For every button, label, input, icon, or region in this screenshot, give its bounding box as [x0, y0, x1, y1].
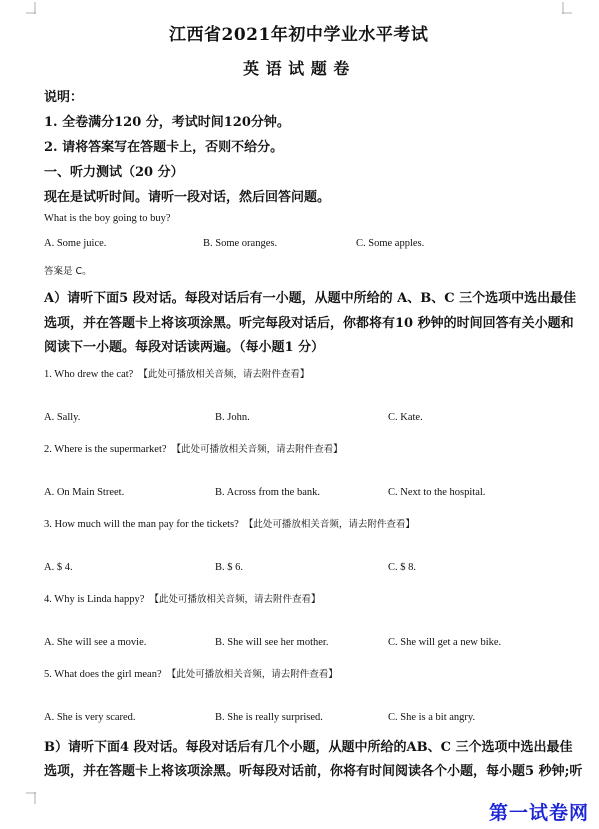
section-listening-heading: 一、听力测试（20 分） [44, 165, 184, 180]
trial-question: What is the boy going to buy? [44, 213, 171, 224]
part-b-instructions-1: B）请听下面4 段对话。每段对话后有几个小题，从题中所给的AB、C 三个选项中选出最佳 [44, 740, 573, 755]
question-2 [44, 437, 343, 456]
audio-note[interactable]: 【此处可播放相关音频，请去附件查看】 [138, 369, 310, 380]
question-text: 5. What does the girl mean? [44, 669, 162, 680]
trial-answer: 答案是 C。 [44, 266, 92, 277]
q4-option-b: B. She will see her mother. [215, 637, 329, 648]
question-text: 1. Who drew the cat? [44, 369, 134, 380]
page-title: 江西省2021年初中学业水平考试 [169, 25, 429, 45]
site-watermark: 第一试卷网 [488, 802, 589, 824]
instruction-1: 1. 全卷满分120 分，考试时间120分钟。 [44, 115, 290, 130]
crop-mark-top-left [24, 2, 36, 14]
audio-note[interactable]: 【此处可播放相关音频，请去附件查看】 [149, 594, 321, 605]
question-text: 4. Why is Linda happy? [44, 594, 145, 605]
part-a-instructions-1: A）请听下面5 段对话。每段对话后有一小题，从题中所给的 A、B、C 三个选项中选出最佳 [44, 291, 577, 306]
q4-option-c: C. She will get a new bike. [388, 637, 502, 648]
q3-option-b: B. $ 6. [215, 562, 244, 573]
q1-option-c: C. Kate. [388, 412, 423, 423]
q5-option-c: C. She is a bit angry. [388, 712, 476, 723]
part-b-instructions-2: 选项，并在答题卡上将该项涂黑。听每段对话前，你将有时间阅读各个小题，每小题5 秒钟;听 [44, 764, 583, 779]
crop-mark-bottom-left [24, 792, 36, 804]
instruction-2: 2. 请将答案写在答题卡上，否则不给分。 [44, 140, 284, 155]
question-3 [44, 512, 415, 531]
q5-option-a: A. She is very scared. [44, 712, 136, 723]
audio-note[interactable]: 【此处可播放相关音频，请去附件查看】 [243, 519, 415, 530]
q1-option-b: B. John. [215, 412, 250, 423]
question-4 [44, 587, 321, 606]
q2-option-c: C. Next to the hospital. [388, 487, 486, 498]
trial-option-c: C. Some apples. [356, 238, 425, 249]
page-subtitle: 英 语 试 题 卷 [243, 59, 350, 78]
question-text: 2. Where is the supermarket? [44, 444, 167, 455]
audio-note[interactable]: 【此处可播放相关音频，请去附件查看】 [171, 444, 343, 455]
q5-option-b: B. She is really surprised. [215, 712, 323, 723]
instructions-heading: 说明： [44, 90, 84, 105]
q2-option-a: A. On Main Street. [44, 487, 125, 498]
question-1 [44, 362, 309, 381]
trial-option-a: A. Some juice. [44, 238, 107, 249]
question-5 [44, 662, 338, 681]
q2-option-b: B. Across from the bank. [215, 487, 320, 498]
trial-intro: 现在是试听时间。请听一段对话，然后回答问题。 [44, 190, 331, 205]
part-a-instructions-2: 选项，并在答题卡上将该项涂黑。听完每段对话后，你都将有10 秒钟的时间回答有关小题和 [44, 316, 574, 331]
trial-option-b: B. Some oranges. [203, 238, 278, 249]
q3-option-c: C. $ 8. [388, 562, 417, 573]
q4-option-a: A. She will see a movie. [44, 637, 147, 648]
q1-option-a: A. Sally. [44, 412, 81, 423]
part-a-instructions-3: 阅读下一小题。每段对话读两遍。（每小题1 分） [44, 340, 325, 355]
crop-mark-top-right [562, 2, 574, 14]
question-text: 3. How much will the man pay for the tickets? [44, 519, 239, 530]
q3-option-a: A. $ 4. [44, 562, 73, 573]
audio-note[interactable]: 【此处可播放相关音频，请去附件查看】 [166, 669, 338, 680]
